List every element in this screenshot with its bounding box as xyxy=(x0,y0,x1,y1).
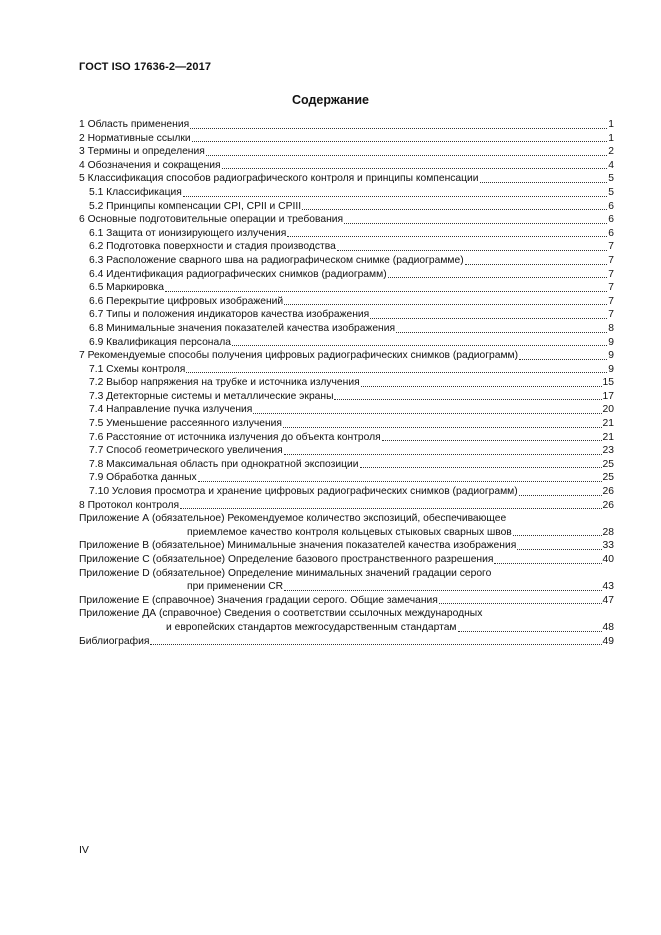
toc-entry-page: 1 xyxy=(608,132,614,144)
dot-leader xyxy=(253,413,601,414)
toc-entry[interactable] xyxy=(79,132,614,146)
toc-entry-title: 6.2 Подготовка поверхности и стадия производства xyxy=(89,241,336,253)
toc-entry-page: 17 xyxy=(602,390,614,402)
dot-leader xyxy=(190,128,607,129)
page-title: Содержание xyxy=(291,93,369,107)
toc-entry-title: 6.1 Защита от ионизирующего излучения xyxy=(89,227,287,239)
dot-leader xyxy=(302,209,607,210)
toc-entry[interactable] xyxy=(79,539,614,553)
toc-entry-page: 43 xyxy=(602,581,614,593)
toc-entry-page: 28 xyxy=(602,526,614,538)
toc-entry[interactable] xyxy=(79,580,614,594)
toc-entry-title: Приложение А (обязательное) Рекомендуемое количество экспозиций, обеспечивающее xyxy=(79,513,507,525)
dot-leader xyxy=(192,141,608,142)
dot-leader xyxy=(439,603,602,604)
toc-entry-title: 6.4 Идентификация радиографических снимков (радиограмм) xyxy=(89,268,387,280)
toc-entry-title: Приложение В (обязательное) Минимальные значения показателей качества изображения xyxy=(79,540,517,552)
toc-entry-page: 21 xyxy=(602,418,614,430)
toc-entry[interactable] xyxy=(79,295,614,309)
toc-entry-page: 7 xyxy=(608,254,614,266)
document-header: ГОСТ ISO 17636-2—2017 xyxy=(79,61,212,73)
toc-entry-title: 8 Протокол контроля xyxy=(79,499,180,511)
toc-entry[interactable] xyxy=(79,281,614,295)
toc-entry-page: 15 xyxy=(602,377,614,389)
toc-entry[interactable] xyxy=(79,553,614,567)
toc-entry-page: 7 xyxy=(608,241,614,253)
dot-leader xyxy=(517,549,601,550)
toc-entry-title: 5.2 Принципы компенсации CPI, CPII и CPIII xyxy=(89,200,302,212)
toc-entry-title: 5 Классификация способов радиографического контроля и принципы компенсации xyxy=(79,173,479,185)
dot-leader xyxy=(222,168,608,169)
toc-entry[interactable] xyxy=(79,417,614,431)
dot-leader xyxy=(465,264,608,265)
toc-entry[interactable] xyxy=(79,431,614,445)
toc-entry-title: 7.5 Уменьшение рассеянного излучения xyxy=(89,418,283,430)
toc-entry[interactable] xyxy=(79,227,614,241)
dot-leader xyxy=(284,304,607,305)
toc-entry-title: 6.5 Маркировка xyxy=(89,282,164,294)
dot-leader xyxy=(458,631,602,632)
toc-entry-title: Приложение С (обязательное) Определение базового пространственного разрешения xyxy=(79,554,494,565)
page-number: IV xyxy=(79,844,89,856)
toc-entry-title: 7.9 Обработка данных xyxy=(89,472,197,484)
dot-leader xyxy=(150,644,601,645)
toc-entry-page: 6 xyxy=(608,214,614,226)
toc-entry[interactable] xyxy=(79,485,614,499)
toc-entry-title: 6.3 Расположение сварного шва на радиографическом снимке (радиограмме) xyxy=(89,254,464,266)
dot-leader xyxy=(165,291,607,292)
dot-leader xyxy=(206,155,607,156)
toc-entry[interactable] xyxy=(79,308,614,322)
toc-entry-title: 7.6 Расстояние от источника излучения до объекта контроля xyxy=(89,431,381,443)
toc-entry-page: 6 xyxy=(608,227,614,239)
toc-entry-page: 7 xyxy=(608,268,614,280)
toc-entry[interactable] xyxy=(79,213,614,227)
toc-entry-page: 20 xyxy=(602,404,614,416)
toc-entry[interactable] xyxy=(79,159,614,173)
dot-leader xyxy=(180,508,601,509)
toc-entry[interactable] xyxy=(79,471,614,485)
toc-entry-title: 3 Термины и определения xyxy=(79,146,205,158)
dot-leader xyxy=(382,440,602,441)
dot-leader xyxy=(370,318,607,319)
toc-entry[interactable] xyxy=(79,200,614,214)
toc-entry-page: 8 xyxy=(608,322,614,334)
toc-entry-title: 6.8 Минимальные значения показателей качества изображения xyxy=(89,322,396,334)
toc-entry[interactable] xyxy=(79,567,614,581)
toc-entry[interactable] xyxy=(79,444,614,458)
dot-leader xyxy=(283,427,602,428)
toc-entry-title: Приложение ДА (справочное) Сведения о соответствии ссылочных международных xyxy=(79,608,483,620)
toc-entry-title: 2 Нормативные ссылки xyxy=(79,132,191,144)
toc-entry-page: 23 xyxy=(602,445,614,457)
toc-entry-title: 1 Область применения xyxy=(79,119,190,130)
toc-entry-page: 4 xyxy=(608,159,614,171)
toc-entry[interactable] xyxy=(79,118,614,132)
toc-entry-title: 6.7 Типы и положения индикаторов качества изображения xyxy=(89,309,370,321)
toc-entry-title: 7.7 Способ геометрического увеличения xyxy=(89,445,283,457)
toc-entry-title: 7.10 Условия просмотра и хранение цифровых радиографических снимков (радиограмм) xyxy=(89,486,518,498)
toc-entry[interactable] xyxy=(79,268,614,282)
dot-leader xyxy=(186,372,607,373)
toc-entry-title: 7.1 Схемы контроля xyxy=(89,363,186,375)
toc-entry-title: 7.2 Выбор напряжения на трубке и источника излучения xyxy=(89,377,360,389)
toc-entry-title: 7.4 Направление пучка излучения xyxy=(89,404,253,416)
dot-leader xyxy=(519,495,602,496)
toc-entry-title: 7 Рекомендуемые способы получения цифровых радиографических снимков (радиограмм) xyxy=(79,350,519,362)
toc-entry-page: 2 xyxy=(608,146,614,158)
toc-entry-page: 6 xyxy=(608,200,614,212)
toc-entry-page: 9 xyxy=(608,350,614,362)
toc-entry-page: 21 xyxy=(602,431,614,443)
toc-entry[interactable] xyxy=(79,390,614,404)
toc-entry-title: Приложение D (обязательное) Определение минимальных значений градации серого xyxy=(79,567,492,579)
toc-entry[interactable] xyxy=(79,349,614,363)
toc-entry-page: 26 xyxy=(602,486,614,498)
toc-entry[interactable] xyxy=(79,322,614,336)
toc-entry-title: при применении CR xyxy=(187,581,284,593)
toc-entry[interactable] xyxy=(79,186,614,200)
toc-entry-title: Приложение Е (справочное) Значения градации серого. Общие замечания xyxy=(79,594,438,606)
dot-leader xyxy=(334,399,601,400)
toc-entry-page: 47 xyxy=(602,594,614,606)
dot-leader xyxy=(513,535,602,536)
dot-leader xyxy=(232,345,607,346)
toc-entry[interactable] xyxy=(79,403,614,417)
toc-entry-page: 25 xyxy=(602,458,614,470)
dot-leader xyxy=(284,454,602,455)
toc-entry-page: 1 xyxy=(608,119,614,130)
dot-leader xyxy=(198,481,602,482)
toc-entry-title: 7.8 Максимальная область при однократной экспозиции xyxy=(89,458,359,470)
dot-leader xyxy=(388,277,608,278)
toc-entry-page: 7 xyxy=(608,295,614,307)
toc-entry-title: 5.1 Классификация xyxy=(89,186,182,198)
toc-entry-page: 33 xyxy=(602,540,614,552)
toc-entry[interactable] xyxy=(79,512,614,526)
toc-entry-title: и европейских стандартов межгосударственным стандартам xyxy=(166,621,457,633)
toc-entry-page: 48 xyxy=(602,621,614,633)
dot-leader xyxy=(519,359,607,360)
toc-entry-page: 9 xyxy=(608,336,614,348)
toc-entry-page: 5 xyxy=(608,173,614,185)
toc-entry[interactable] xyxy=(79,145,614,159)
toc-entry[interactable] xyxy=(79,607,614,621)
toc-entry-title: Библиография xyxy=(79,635,150,647)
table-of-contents xyxy=(79,118,614,648)
toc-entry-page: 9 xyxy=(608,363,614,375)
toc-entry[interactable] xyxy=(79,499,614,513)
toc-entry[interactable] xyxy=(79,254,614,268)
dot-leader xyxy=(183,196,607,197)
toc-entry[interactable] xyxy=(79,172,614,186)
toc-entry-page: 25 xyxy=(602,472,614,484)
dot-leader xyxy=(287,236,607,237)
toc-entry[interactable] xyxy=(79,621,614,635)
toc-entry-page: 26 xyxy=(602,499,614,511)
toc-entry[interactable] xyxy=(79,458,614,472)
dot-leader xyxy=(344,223,607,224)
toc-entry[interactable] xyxy=(79,635,614,649)
toc-entry-title: 6 Основные подготовительные операции и требования xyxy=(79,214,344,226)
toc-entry[interactable] xyxy=(79,336,614,350)
toc-entry-title: 7.3 Детекторные системы и металлические экраны xyxy=(89,390,334,402)
toc-entry-page: 7 xyxy=(608,309,614,321)
toc-entry-page: 5 xyxy=(608,186,614,198)
toc-entry[interactable] xyxy=(79,526,614,540)
dot-leader xyxy=(284,590,601,591)
dot-leader xyxy=(494,563,601,564)
dot-leader xyxy=(337,250,607,251)
toc-entry-title: 4 Обозначения и сокращения xyxy=(79,159,221,171)
dot-leader xyxy=(480,182,608,183)
toc-entry-page: 40 xyxy=(602,554,614,565)
toc-entry-title: приемлемое качество контроля кольцевых стыковых сварных швов xyxy=(187,526,512,538)
toc-entry-page: 7 xyxy=(608,282,614,294)
toc-entry[interactable] xyxy=(79,594,614,608)
toc-entry[interactable] xyxy=(79,240,614,254)
dot-leader xyxy=(360,467,602,468)
toc-entry-title: 6.9 Квалификация персонала xyxy=(89,336,231,348)
toc-entry[interactable] xyxy=(79,363,614,377)
dot-leader xyxy=(361,386,602,387)
toc-entry[interactable] xyxy=(79,376,614,390)
toc-entry-page: 49 xyxy=(602,635,614,647)
toc-entry-title: 6.6 Перекрытие цифровых изображений xyxy=(89,295,284,307)
dot-leader xyxy=(396,332,607,333)
